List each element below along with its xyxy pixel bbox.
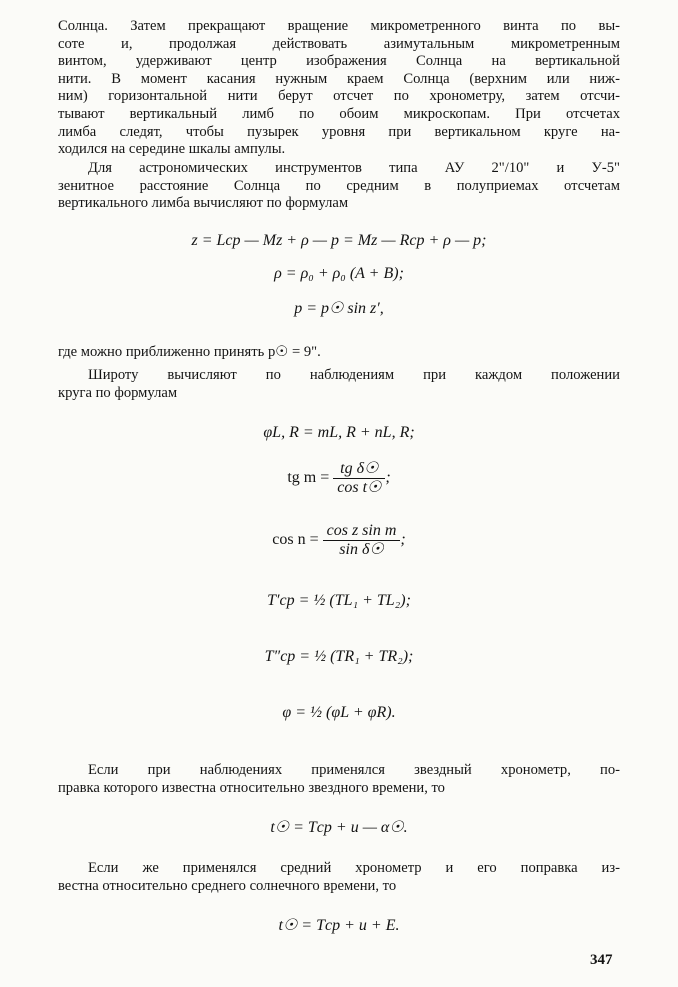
- text-line: ходился на середине шкалы ампулы.: [58, 141, 286, 158]
- paragraph-latitude: [58, 367, 620, 402]
- text-line: Солнца. Затем прекращают вращение микрометренного винта по вы-: [58, 18, 620, 34]
- formula-lhs: cos n =: [272, 531, 319, 549]
- text-line: нити. В момент касания нужным краем Солнца (верхним или ниж-: [58, 70, 620, 87]
- text-line: Если же применялся средний хронометр и его поправка из-: [88, 860, 620, 876]
- formula-phi-mean: φ = ½ (φL + φR).: [282, 704, 396, 721]
- text-line: Широту вычисляют по наблюдениям при каждом положении: [88, 367, 620, 383]
- formula-latitude-sum: φL, R = mL, R + nL, R;: [263, 424, 415, 441]
- paragraph-sun-observation: [58, 18, 620, 159]
- fraction-numerator: cos z sin m: [323, 522, 401, 541]
- paragraph-instruments: [58, 160, 620, 213]
- formula-parallax: p = p☉ sin z′,: [294, 300, 384, 317]
- paragraph-sidereal: [58, 762, 620, 797]
- formula-t-prime: T′ср = ½ (TL₁ + TL₂);: [267, 592, 411, 609]
- text-line: круга по формулам: [58, 384, 178, 401]
- formula-zenith-distance: z = Lср — Mz + ρ — p = Mz — Rср + ρ — p;: [191, 232, 487, 249]
- text-line: Для астрономических инструментов типа АУ 2"/10" и У-5": [88, 160, 620, 176]
- text-line: ним) горизонтальной нити берут отсчет по хронометру, затем отсчи-: [58, 88, 620, 105]
- formula-hour-angle-mean: t☉ = Tср + u + E.: [278, 917, 400, 934]
- text-line: Если при наблюдениях применялся звездный хронометр, по-: [88, 762, 620, 778]
- formula-semicolon: ;: [400, 531, 406, 549]
- formula-semicolon: ;: [385, 469, 391, 487]
- formula-hour-angle-sidereal: t☉ = Tср + u — α☉.: [270, 819, 408, 836]
- formula-t-double-prime: T″ср = ½ (TR₁ + TR₂);: [264, 648, 414, 665]
- formula-cos-n: [0, 522, 678, 559]
- formula-lhs: tg m =: [287, 469, 330, 487]
- paragraph-parallax-value: [58, 344, 620, 362]
- text-line: где можно приближенно принять p☉ = 9".: [58, 344, 321, 360]
- fraction-denominator: sin δ☉: [339, 541, 384, 558]
- formula-fraction: [323, 522, 401, 559]
- fraction-numerator: tg δ☉: [333, 460, 385, 479]
- text-line: лимба следят, чтобы пузырек уровня при вертикальном круге на-: [58, 123, 620, 140]
- text-line: соте и, продолжая действовать азимутальным микрометренным: [58, 35, 620, 52]
- page-number: 347: [590, 952, 613, 968]
- text-line: правка которого известна относительно звездного времени, то: [58, 779, 445, 796]
- formula-tg-m: [0, 460, 678, 497]
- text-line: зенитное расстояние Солнца по средним в полуприемах отсчетам: [58, 177, 620, 194]
- formula-refraction: ρ = ρ₀ + ρ₀ (A + B);: [274, 265, 404, 282]
- fraction-denominator: cos t☉: [337, 479, 382, 496]
- text-line: вертикального лимба вычисляют по формулам: [58, 195, 349, 212]
- formula-fraction: [333, 460, 385, 497]
- paragraph-mean-solar: [58, 860, 620, 895]
- text-line: винтом, удерживают центр изображения Солнца на вертикальной: [58, 53, 620, 70]
- text-line: вестна относительно среднего солнечного времени, то: [58, 877, 397, 894]
- text-line: тывают вертикальный лимб по обоим микроскопам. При отсчетах: [58, 105, 620, 122]
